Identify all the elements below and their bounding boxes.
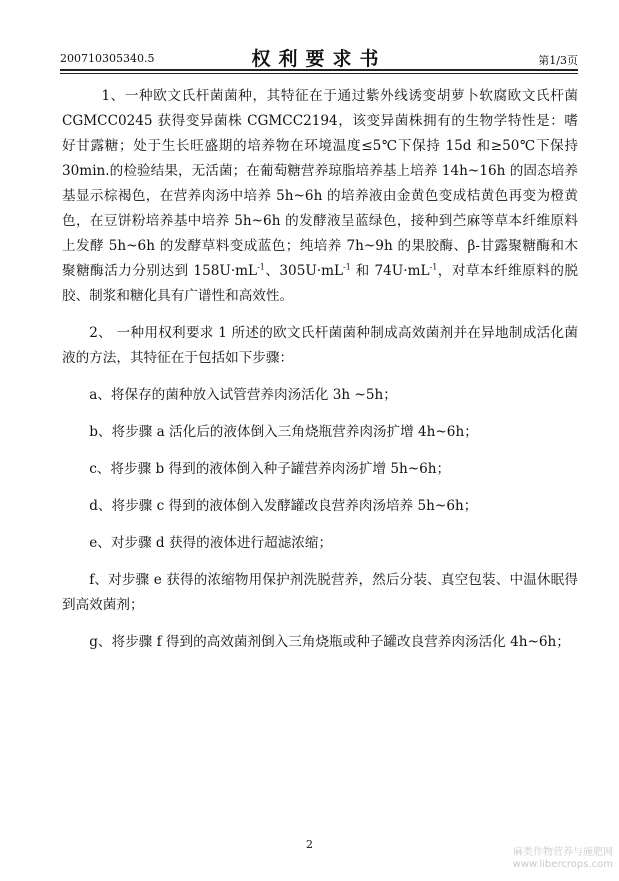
superscript: -1	[429, 262, 438, 272]
watermark-url: www.libercrops.com	[512, 859, 613, 870]
page-indicator: 第1/3页	[538, 54, 578, 67]
step-a: a、将保存的菌种放入试管营养肉汤活化 3h ~5h；	[89, 387, 397, 403]
document-header	[60, 44, 578, 68]
header-rule	[60, 69, 578, 71]
step-d: d、将步骤 c 得到的液体倒入发酵罐改良营养肉汤培养 5h~6h；	[89, 498, 478, 514]
step-b: b、将步骤 a 活化后的液体倒入三角烧瓶营养肉汤扩增 4h~6h；	[89, 424, 478, 440]
step-c: c、将步骤 b 得到的液体倒入种子罐营养肉汤扩增 5h~6h；	[89, 461, 451, 477]
page-number: 2	[306, 838, 313, 851]
step-e: e、对步骤 d 获得的液体进行超滤浓缩；	[89, 535, 333, 551]
application-number: 200710305340.5	[60, 52, 155, 65]
watermark-site-name: 麻类作物营养与施肥网	[513, 847, 613, 858]
claim-1-text: 1、一种欧文氏杆菌菌种，其特征在于通过紫外线诱变胡萝卜软腐欧文氏杆菌 CGMCC0245 获得变异菌株 CGMCC2194，该变异菌株拥有的生物学特性是：嗜好甘露糖；处于生长旺盛期的培养物在环境温度≤5℃下保持 15d 和≥50℃下保持 30min.的检验结果，无活菌；在葡萄糖营养琼脂培养基上培养 14h~16h 的固态培养基显示棕褐色，在营养肉汤中培养 5h~6h 的培养液由金黄色变成桔黄色再变为橙黄色，在豆饼粉培养基中培养 5h~6h 的发酵液呈蓝绿色，接种到苎麻等草本纤维原料上发酵 5h~6h 的发酵草料变成蓝色；纯培养 7h~9h 的果胶酶、β-甘露聚糖酶和木聚糖酶活力分别达到 158U·mL	[62, 88, 578, 279]
claim-1	[62, 84, 578, 309]
superscript: -1	[257, 262, 265, 272]
claim-1-text-end: ，对草本纤维原料的脱胶、制浆和糖化具有广谱性和高效性。	[62, 263, 578, 304]
claim-2-intro: 2、 一种用权利要求 1 所述的欧文氏杆菌菌种制成高效菌剂并在异地制成活化菌液的方法，其特征在于包括如下步骤：	[62, 325, 578, 366]
claim-1-text-2: 、305U·mL	[264, 263, 344, 279]
document-title: 权利要求书	[251, 48, 387, 70]
watermark	[513, 847, 613, 871]
claim-1-text-3: 和 74U·mL	[350, 263, 430, 279]
step-f: f、对步骤 e 获得的浓缩物用保护剂洗脱营养，然后分装、真空包装、中温休眠得到高效菌剂；	[62, 572, 578, 613]
step-g: g、将步骤 f 得到的高效菌剂倒入三角烧瓶或种子罐改良营养肉汤活化 4h~6h；	[89, 634, 570, 650]
superscript: -1	[343, 262, 351, 272]
header-rule-thin	[60, 73, 578, 74]
claims-body	[62, 84, 578, 667]
